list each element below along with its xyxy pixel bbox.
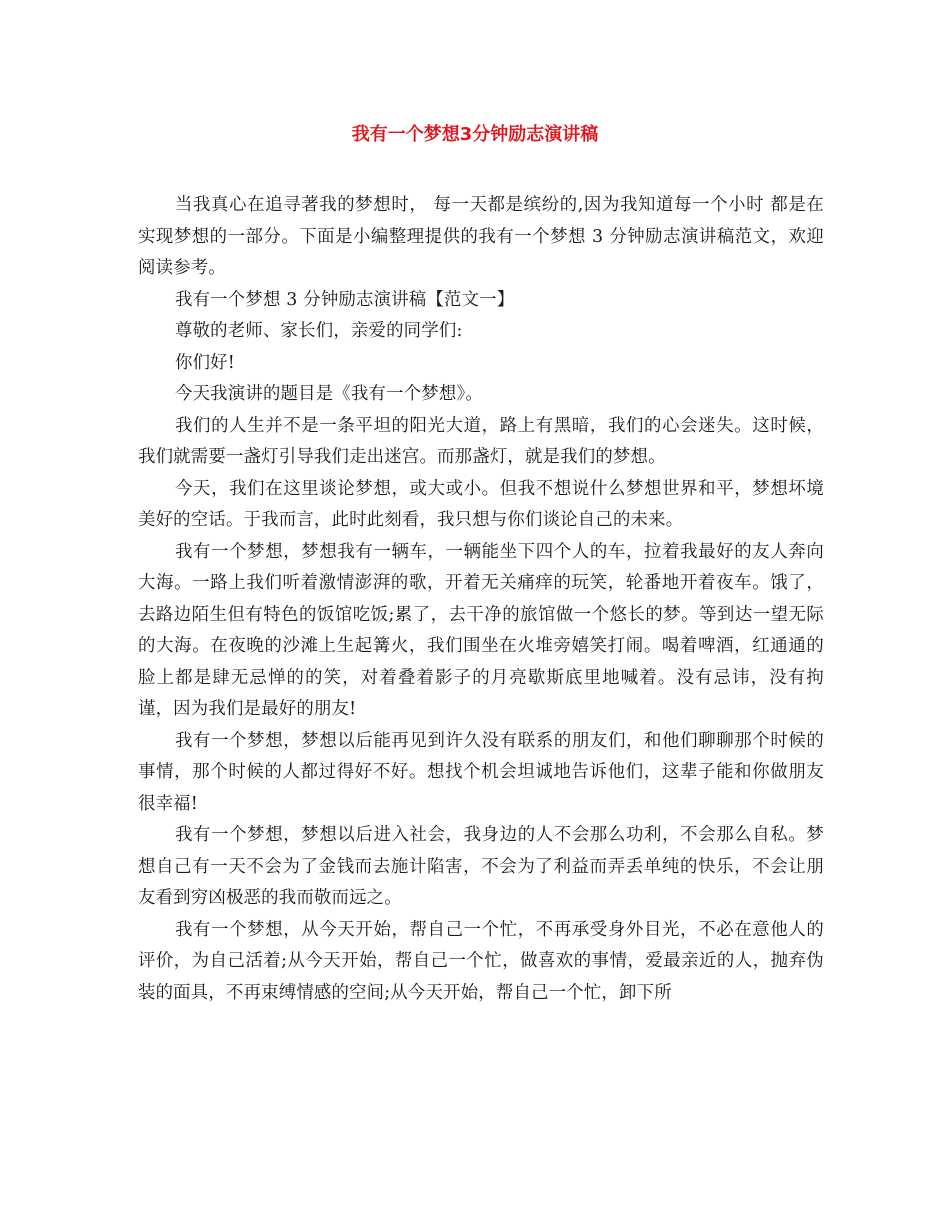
paragraph-heading-sample-1: 我有一个梦想 3 分钟励志演讲稿【范文一】 [175, 289, 515, 310]
paragraph-intro: 当我真心在追寻著我的梦想时， 每一天都是缤纷的,因为我知道每一个小时 都是在实现梦想的一部分。下面是小编整理提供的我有一个梦想 3 分钟励志演讲稿范文，欢迎阅读参考。 [138, 195, 824, 278]
paragraph-body: 我有一个梦想，梦想以后进入社会，我身边的人不会那么功利，不会那么自私。梦想自己有一天不会为了金钱而去施计陷害，不会为了利益而弄丢单纯的快乐，不会让朋友看到穷凶极恶的我而敬而远之。 [138, 825, 824, 908]
paragraph-body: 今天，我们在这里谈论梦想，或大或小。但我不想说什么梦想世界和平，梦想坏境美好的空话。于我而言，此时此刻看，我只想与你们谈论自己的未来。 [138, 478, 824, 530]
paragraph-greeting: 你们好! [175, 352, 235, 373]
paragraph-body: 我有一个梦想，梦想我有一辆车，一辆能坐下四个人的车，拉着我最好的友人奔向大海。一路上我们听着激情澎湃的歌，开着无关痛痒的玩笑，轮番地开着夜车。饿了，去路边陌生但有特色的饭馆吃饭;累了，去干净的旅馆做一个悠长的梦。等到达一望无际的大海。在夜晚的沙滩上生起篝火，我们围坐在火堆旁嬉笑打闹。喝着啤酒，红通通的脸上都是肆无忌惮的的笑，对着叠着影子的月亮歇斯底里地喊着。没有忌讳，没有拘谨，因为我们是最好的朋友! [138, 541, 824, 719]
document-body [138, 190, 824, 1009]
paragraph-body: 我们的人生并不是一条平坦的阳光大道，路上有黑暗，我们的心会迷失。这时候，我们就需要一盏灯引导我们走出迷宫。而那盏灯，就是我们的梦想。 [138, 415, 824, 467]
paragraph-salutation: 尊敬的老师、家长们，亲爱的同学们: [175, 321, 463, 341]
paragraph-topic: 今天我演讲的题目是《我有一个梦想》。 [175, 384, 483, 404]
paragraph-body: 我有一个梦想，从今天开始，帮自己一个忙，不再承受身外目光，不必在意他人的评价，为自己活着;从今天开始，帮自己一个忙，做喜欢的事情，爱最亲近的人，抛弃伪装的面具，不再束缚情感的空间;从今天开始，帮自己一个忙，卸下所 [138, 919, 824, 1003]
paragraph-body: 我有一个梦想，梦想以后能再见到许久没有联系的朋友们，和他们聊聊那个时候的事情，那个时候的人都过得好不好。想找个机会坦诚地告诉他们，这辈子能和你做朋友很幸福! [138, 730, 824, 814]
document-title: 我有一个梦想3分钟励志演讲稿 [351, 124, 599, 145]
